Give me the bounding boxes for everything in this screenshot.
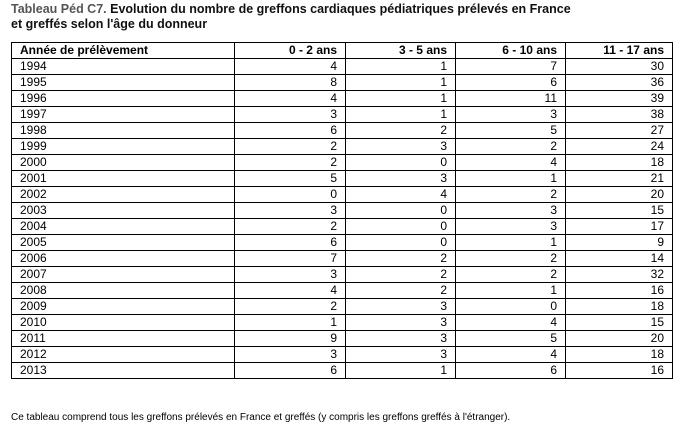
row-year-cell: 2009 [12, 299, 235, 315]
table-row [12, 139, 673, 155]
count-cell: 2 [456, 267, 566, 283]
count-cell: 39 [566, 91, 673, 107]
count-cell: 20 [566, 187, 673, 203]
column-header-year: Année de prélèvement [12, 43, 235, 59]
count-cell: 4 [456, 347, 566, 363]
table-row [12, 123, 673, 139]
row-year-cell: 2013 [12, 363, 235, 379]
row-year-cell: 2008 [12, 283, 235, 299]
count-cell: 5 [456, 331, 566, 347]
count-cell: 4 [456, 155, 566, 171]
row-year-cell: 2004 [12, 219, 235, 235]
count-cell: 3 [456, 107, 566, 123]
count-cell: 3 [235, 347, 346, 363]
count-cell: 11 [456, 91, 566, 107]
table-row [12, 187, 673, 203]
table-row [12, 155, 673, 171]
count-cell: 1 [235, 315, 346, 331]
row-year-cell: 2001 [12, 171, 235, 187]
count-cell: 6 [235, 363, 346, 379]
count-cell: 27 [566, 123, 673, 139]
count-cell: 5 [235, 171, 346, 187]
table-row [12, 251, 673, 267]
count-cell: 2 [346, 123, 456, 139]
count-cell: 1 [456, 171, 566, 187]
count-cell: 3 [346, 171, 456, 187]
count-cell: 7 [456, 59, 566, 75]
count-cell: 6 [235, 123, 346, 139]
count-cell: 21 [566, 171, 673, 187]
table-row [12, 107, 673, 123]
count-cell: 2 [346, 283, 456, 299]
count-cell: 1 [346, 59, 456, 75]
row-year-cell: 1998 [12, 123, 235, 139]
column-header-age-group: 11 - 17 ans [566, 43, 673, 59]
count-cell: 36 [566, 75, 673, 91]
count-cell: 18 [566, 155, 673, 171]
count-cell: 18 [566, 347, 673, 363]
count-cell: 17 [566, 219, 673, 235]
count-cell: 3 [346, 315, 456, 331]
count-cell: 1 [346, 75, 456, 91]
count-cell: 14 [566, 251, 673, 267]
count-cell: 7 [235, 251, 346, 267]
table-title-line1: Evolution du nombre de greffons cardiaques pédiatriques prélevés en France [110, 2, 571, 16]
count-cell: 38 [566, 107, 673, 123]
table-footnote: Ce tableau comprend tous les greffons prélevés en France et greffés (y compris les greffons greffés à l'étranger). [11, 412, 511, 423]
table-row [12, 203, 673, 219]
count-cell: 24 [566, 139, 673, 155]
count-cell: 15 [566, 203, 673, 219]
count-cell: 4 [235, 91, 346, 107]
count-cell: 1 [346, 91, 456, 107]
count-cell: 2 [235, 139, 346, 155]
count-cell: 0 [346, 219, 456, 235]
row-year-cell: 1996 [12, 91, 235, 107]
row-year-cell: 2000 [12, 155, 235, 171]
count-cell: 8 [235, 75, 346, 91]
count-cell: 1 [346, 107, 456, 123]
table-row [12, 283, 673, 299]
row-year-cell: 2011 [12, 331, 235, 347]
count-cell: 6 [235, 235, 346, 251]
count-cell: 3 [235, 107, 346, 123]
count-cell: 5 [456, 123, 566, 139]
row-year-cell: 2005 [12, 235, 235, 251]
count-cell: 2 [456, 187, 566, 203]
count-cell: 1 [456, 235, 566, 251]
count-cell: 2 [235, 219, 346, 235]
count-cell: 6 [456, 363, 566, 379]
table-body [12, 59, 673, 379]
row-year-cell: 1995 [12, 75, 235, 91]
table-row [12, 75, 673, 91]
count-cell: 3 [346, 299, 456, 315]
table-title-line2: et greffés selon l'âge du donneur [11, 17, 208, 31]
row-year-cell: 1994 [12, 59, 235, 75]
count-cell: 4 [235, 59, 346, 75]
table-header-row [12, 43, 673, 59]
count-cell: 4 [235, 283, 346, 299]
count-cell: 3 [346, 347, 456, 363]
column-header-age-group: 6 - 10 ans [456, 43, 566, 59]
count-cell: 1 [346, 363, 456, 379]
count-cell: 3 [456, 203, 566, 219]
count-cell: 2 [346, 267, 456, 283]
count-cell: 9 [566, 235, 673, 251]
count-cell: 1 [456, 283, 566, 299]
count-cell: 2 [456, 251, 566, 267]
table-row [12, 363, 673, 379]
data-table [11, 42, 673, 379]
table-title [11, 2, 671, 32]
count-cell: 3 [346, 139, 456, 155]
row-year-cell: 2002 [12, 187, 235, 203]
count-cell: 16 [566, 363, 673, 379]
count-cell: 15 [566, 315, 673, 331]
table-row [12, 171, 673, 187]
column-header-age-group: 0 - 2 ans [235, 43, 346, 59]
row-year-cell: 1997 [12, 107, 235, 123]
table-row [12, 315, 673, 331]
count-cell: 16 [566, 283, 673, 299]
count-cell: 0 [235, 187, 346, 203]
table-row [12, 235, 673, 251]
count-cell: 0 [456, 299, 566, 315]
count-cell: 3 [235, 203, 346, 219]
count-cell: 32 [566, 267, 673, 283]
count-cell: 3 [235, 267, 346, 283]
table-row [12, 331, 673, 347]
table-row [12, 59, 673, 75]
count-cell: 4 [456, 315, 566, 331]
row-year-cell: 1999 [12, 139, 235, 155]
row-year-cell: 2007 [12, 267, 235, 283]
table-row [12, 267, 673, 283]
count-cell: 0 [346, 235, 456, 251]
count-cell: 2 [235, 299, 346, 315]
count-cell: 0 [346, 203, 456, 219]
table-row [12, 219, 673, 235]
row-year-cell: 2006 [12, 251, 235, 267]
row-year-cell: 2003 [12, 203, 235, 219]
count-cell: 20 [566, 331, 673, 347]
count-cell: 2 [456, 139, 566, 155]
table-title-prefix: Tableau Péd C7. [11, 2, 107, 16]
count-cell: 0 [346, 155, 456, 171]
table-row [12, 347, 673, 363]
count-cell: 3 [346, 331, 456, 347]
row-year-cell: 2012 [12, 347, 235, 363]
count-cell: 18 [566, 299, 673, 315]
count-cell: 30 [566, 59, 673, 75]
count-cell: 2 [346, 251, 456, 267]
table-row [12, 299, 673, 315]
count-cell: 6 [456, 75, 566, 91]
count-cell: 4 [346, 187, 456, 203]
count-cell: 9 [235, 331, 346, 347]
column-header-age-group: 3 - 5 ans [346, 43, 456, 59]
table-row [12, 91, 673, 107]
row-year-cell: 2010 [12, 315, 235, 331]
count-cell: 3 [456, 219, 566, 235]
count-cell: 2 [235, 155, 346, 171]
